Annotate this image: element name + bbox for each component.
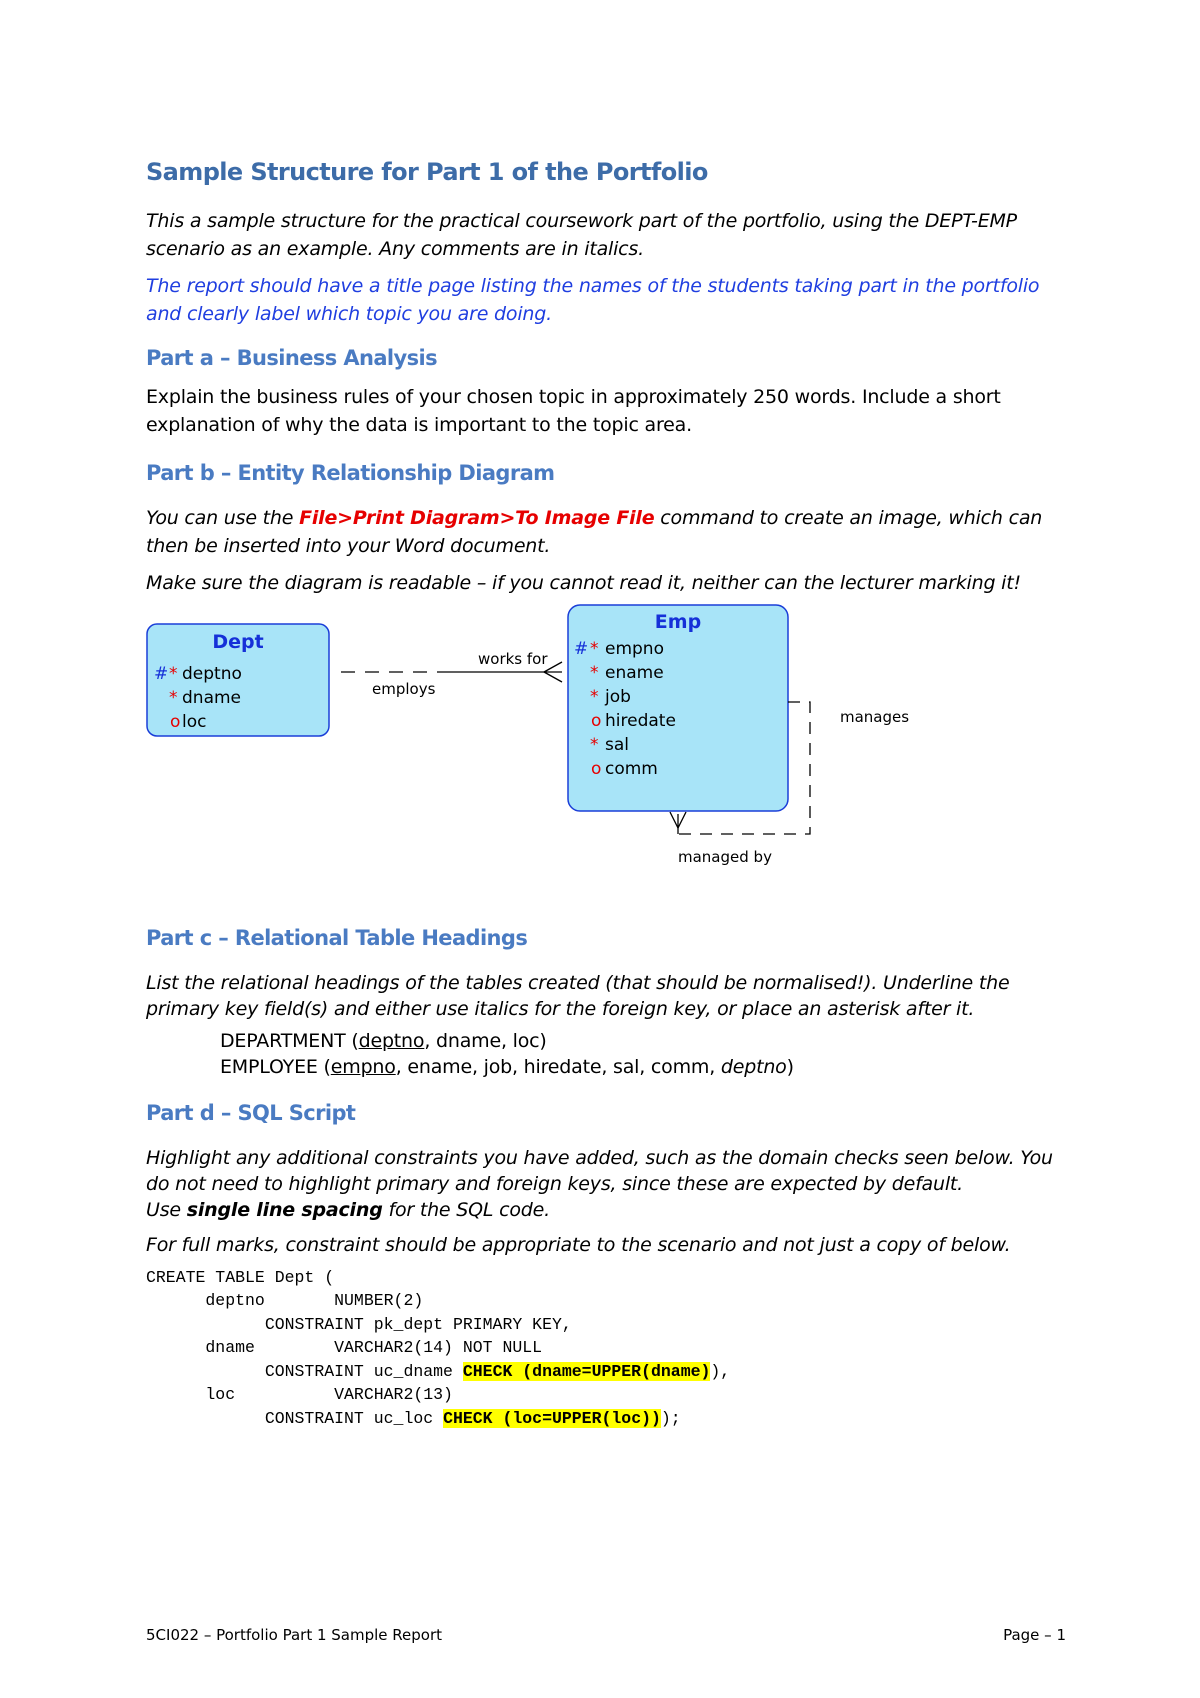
dept-attr-1-mark: * xyxy=(169,663,178,684)
part-b-text-2: Make sure the diagram is readable – if you cannot read it, neither can the lecturer marking it! xyxy=(146,572,1021,594)
dept-attr-2-name: dname xyxy=(182,687,242,708)
page-footer xyxy=(146,1626,1066,1644)
part-d-text-1: Highlight any additional constraints you have added, such as the domain checks seen below. You do not need to highlight primary and foreign keys, since these are expected by default. xyxy=(146,1146,1053,1195)
employee-heading: EMPLOYEE (empno, ename, job, hiredate, sal, comm, deptno) xyxy=(220,1056,794,1078)
emp-attr-1-hash: # xyxy=(574,638,589,659)
sql-line-5-post: ), xyxy=(710,1361,731,1381)
part-d-text-3: For full marks, constraint should be appropriate to the scenario and not just a copy of below. xyxy=(146,1234,1011,1256)
dept-entity-title: Dept xyxy=(212,630,264,653)
document-content xyxy=(146,158,1066,1430)
emp-attr-6-mark: o xyxy=(591,758,602,779)
employee-pk: empno xyxy=(330,1056,396,1078)
self-crows-foot-left xyxy=(670,812,678,828)
part-a-text: Explain the business rules of your chosen topic in approximately 250 words. Include a short explanation of why the data is important to the topic area. xyxy=(146,386,1001,436)
employee-close: ) xyxy=(786,1056,794,1078)
part-d-text-2 xyxy=(146,1197,1066,1225)
sql-line xyxy=(146,1407,1066,1431)
loc-check-highlight: CHECK (loc=UPPER(loc)) xyxy=(443,1408,661,1428)
sql-line: CONSTRAINT pk_dept PRIMARY KEY, xyxy=(146,1314,572,1334)
dept-attr-1-name: deptno xyxy=(182,663,242,684)
emp-attr-2-mark: * xyxy=(590,662,599,683)
sql-line: deptno NUMBER(2) xyxy=(146,1291,424,1310)
works-for-label: works for xyxy=(478,649,548,668)
sql-code-block xyxy=(146,1266,1066,1431)
part-b-text-1-post: command to create an image, which can then be inserted into your Word document. xyxy=(146,507,1043,557)
part-b-heading: Part b – Entity Relationship Diagram xyxy=(146,461,555,485)
self-crows-foot-right xyxy=(678,812,686,828)
department-pk: deptno xyxy=(358,1029,425,1052)
department-rest: , dname, loc) xyxy=(424,1029,547,1052)
emp-attr-3-mark: * xyxy=(590,686,599,707)
emp-entity-title: Emp xyxy=(654,610,702,633)
dept-attr-2-mark: * xyxy=(169,687,178,708)
sql-line: dname VARCHAR2(14) NOT NULL xyxy=(146,1338,543,1357)
part-d-heading: Part d – SQL Script xyxy=(146,1100,356,1125)
manages-label: manages xyxy=(840,707,910,726)
employee-table-name: EMPLOYEE xyxy=(220,1056,318,1078)
sql-line: CREATE TABLE Dept ( xyxy=(146,1267,335,1287)
emp-attr-4-name: hiredate xyxy=(605,710,676,731)
part-a-heading: Part a – Business Analysis xyxy=(146,346,438,370)
part-c-text: List the relational headings of the tables created (that should be normalised!). Underline the primary key field(s) and either use italics for the foreign key, or place an asterisk after it. xyxy=(146,971,1010,1020)
print-command: File>Print Diagram>To Image File xyxy=(299,507,655,529)
part-d-text-2-pre: Use xyxy=(146,1198,187,1221)
employs-label: employs xyxy=(372,679,436,698)
managed-by-label: managed by xyxy=(678,847,772,866)
page-title: Sample Structure for Part 1 of the Portfolio xyxy=(146,158,708,186)
emp-attr-3-name: job xyxy=(605,686,631,707)
report-note: The report should have a title page listing the names of the students taking part in the portfolio and clearly label which topic you are doing. xyxy=(146,275,1040,325)
emp-attr-4-mark: o xyxy=(591,710,602,731)
part-c-heading: Part c – Relational Table Headings xyxy=(146,925,528,950)
er-diagram xyxy=(146,604,1066,894)
emp-attr-5-name: sal xyxy=(605,734,629,755)
dept-attr-3-mark: o xyxy=(170,711,181,732)
dept-attr-3-name: loc xyxy=(182,711,207,732)
crows-foot-lower xyxy=(544,672,562,682)
sql-line: loc VARCHAR2(13) xyxy=(146,1385,453,1404)
dept-attr-1-hash: # xyxy=(154,663,169,684)
footer-page-number: Page – 1 xyxy=(1003,1626,1066,1644)
part-b-text-1 xyxy=(146,505,1066,560)
emp-attr-1-mark: * xyxy=(590,638,599,659)
footer-document-title: 5CI022 – Portfolio Part 1 Sample Report xyxy=(146,1626,443,1644)
part-b-text-1-pre: You can use the xyxy=(146,507,300,529)
er-diagram-svg xyxy=(146,604,1066,894)
department-table-name: DEPARTMENT xyxy=(220,1029,346,1052)
sql-line-7-post: ); xyxy=(660,1408,681,1428)
department-heading: DEPARTMENT (deptno, dname, loc) xyxy=(220,1029,547,1052)
intro-paragraph: This a sample structure for the practical coursework part of the portfolio, using the DEPT-EMP scenario as an example. Any comments are in italics. xyxy=(146,210,1017,260)
emp-attr-1-name: empno xyxy=(605,638,664,659)
emp-entity-box xyxy=(568,605,788,811)
sql-line-7-pre: CONSTRAINT uc_loc xyxy=(146,1408,444,1428)
single-line-spacing-emphasis: single line spacing xyxy=(186,1198,383,1221)
relational-headings xyxy=(220,1028,1066,1081)
sql-line xyxy=(146,1360,1066,1384)
emp-attr-6-name: comm xyxy=(605,758,658,779)
sql-line-5-pre: CONSTRAINT uc_dname xyxy=(146,1361,463,1381)
emp-attr-5-mark: * xyxy=(590,734,599,755)
employee-rest: , ename, job, hiredate, sal, comm, xyxy=(395,1056,721,1078)
employee-fk: deptno xyxy=(720,1056,787,1078)
part-d-text-2-post: for the SQL code. xyxy=(382,1198,550,1221)
dname-check-highlight: CHECK (dname=UPPER(dname) xyxy=(462,1361,711,1381)
emp-attr-2-name: ename xyxy=(605,662,664,683)
